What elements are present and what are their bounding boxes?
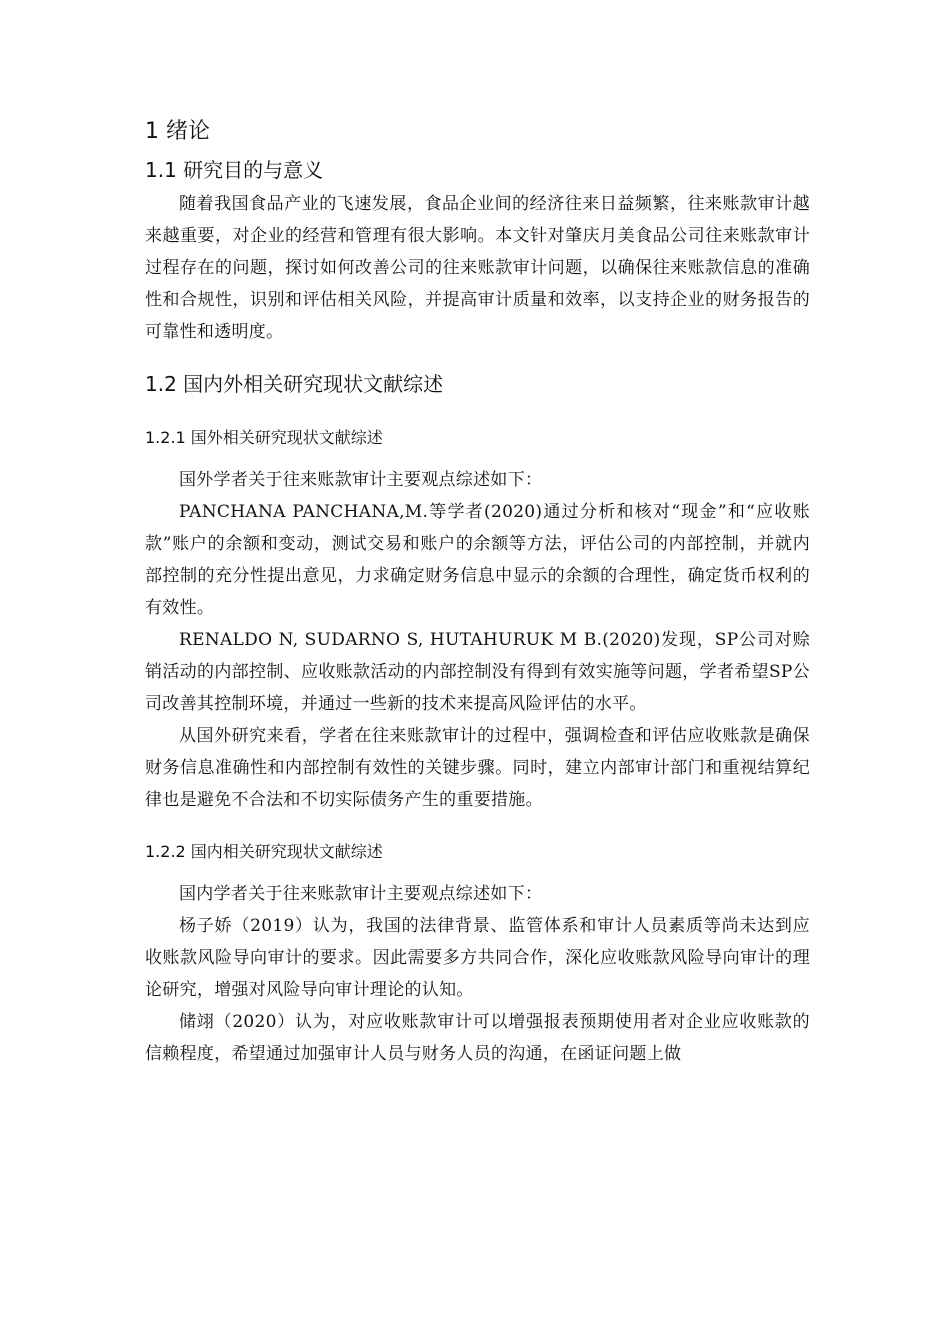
paragraph: 从国外研究来看，学者在往来账款审计的过程中，强调检查和评估应收账款是确保财务信息准确性和内部控制有效性的关键步骤。同时，建立内部审计部门和重视结算纪律也是避免不合法和不切实际债务产生的重要措施。 — [145, 726, 810, 810]
document-page — [145, 112, 810, 1070]
paragraph: PANCHANA PANCHANA,M.等学者(2020)通过分析和核对“现金”和“应收账款”账户的余额和变动，测试交易和账户的余额等方法，评估公司的内部控制，并就内部控制的充分性提出意见，力求确定财务信息中显示的余额的合理性，确定货币权利的有效性。 — [145, 502, 810, 618]
chapter-title: 1 绪论 — [145, 119, 210, 144]
section-1-2-title: 1.2 国内外相关研究现状文献综述 — [145, 372, 444, 396]
paragraph: 随着我国食品产业的飞速发展，食品企业间的经济往来日益频繁，往来账款审计越来越重要，对企业的经营和管理有很大影响。本文针对肇庆月美食品公司往来账款审计过程存在的问题，探讨如何改善公司的往来账款审计问题，以确保往来账款信息的准确性和合规性，识别和评估相关风险，并提高审计质量和效率，以支持企业的财务报告的可靠性和透明度。 — [145, 194, 810, 342]
section-1-1-title: 1.1 研究目的与意义 — [145, 158, 324, 182]
section-1-2-1-title: 1.2.1 国外相关研究现状文献综述 — [145, 428, 383, 447]
paragraph: 储翊（2020）认为，对应收账款审计可以增强报表预期使用者对企业应收账款的信赖程度，希望通过加强审计人员与财务人员的沟通，在函证问题上做 — [145, 1012, 810, 1064]
paragraph: 国内学者关于往来账款审计主要观点综述如下： — [179, 884, 543, 904]
paragraph: 国外学者关于往来账款审计主要观点综述如下： — [179, 470, 543, 490]
paragraph: RENALDO N, SUDARNO S, HUTAHURUK M B.(2020)发现，SP公司对赊销活动的内部控制、应收账款活动的内部控制没有得到有效实施等问题，学者希望SP公司改善其控制环境，并通过一些新的技术来提高风险评估的水平。 — [145, 630, 810, 714]
paragraph: 杨子娇（2019）认为，我国的法律背景、监管体系和审计人员素质等尚未达到应收账款风险导向审计的要求。因此需要多方共同合作，深化应收账款风险导向审计的理论研究，增强对风险导向审计理论的认知。 — [145, 916, 810, 1000]
section-1-2-2-title: 1.2.2 国内相关研究现状文献综述 — [145, 842, 383, 861]
